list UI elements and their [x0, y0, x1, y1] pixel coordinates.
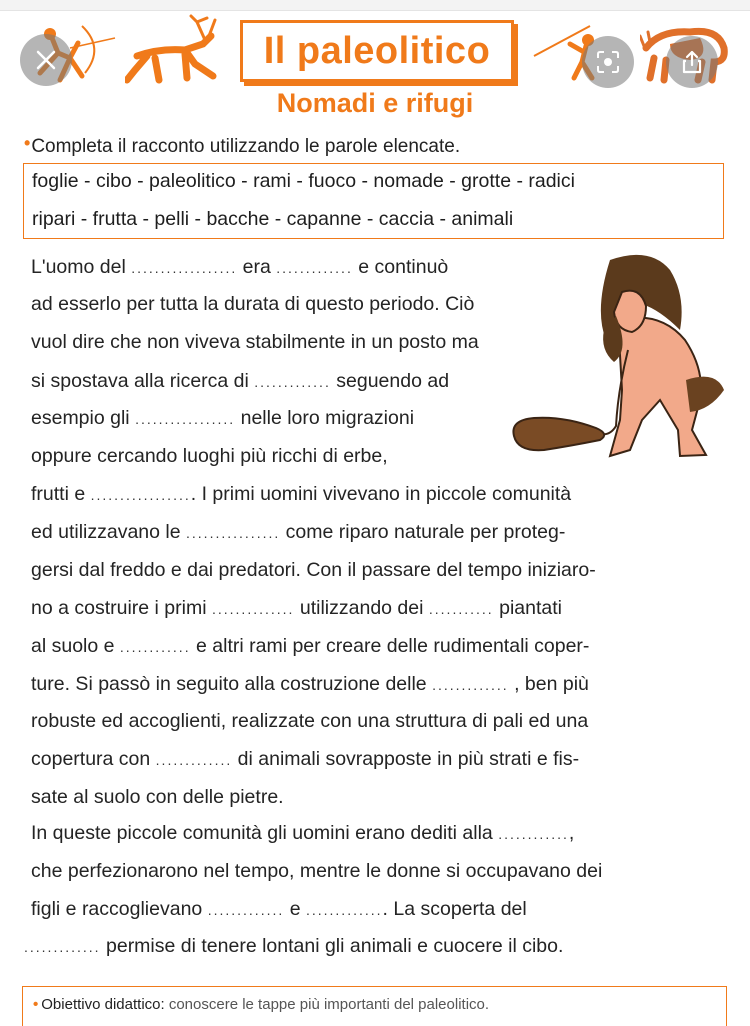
blank-13[interactable]: ............. [207, 902, 285, 918]
share-button[interactable] [666, 36, 718, 88]
blank-11[interactable]: ............. [155, 752, 233, 768]
blank-14[interactable]: ............. [305, 902, 383, 918]
blank-7[interactable]: .............. [211, 601, 295, 617]
blank-2[interactable]: ............. [276, 260, 353, 276]
word-bank-line-2: ripari - frutta - pelli - bacche - capanne - caccia - animali [32, 208, 514, 230]
blank-5[interactable]: ................. [90, 487, 191, 503]
story-line-5: esempio gli ................. nelle loro migrazioni [31, 407, 415, 429]
bullet-icon: • [33, 996, 39, 1013]
blank-3[interactable]: ............. [254, 374, 331, 390]
blank-1[interactable]: .................. [131, 260, 238, 276]
story-line-2: ad esserlo per tutta la durata di questo periodo. Ciò [31, 293, 475, 315]
lens-button[interactable] [582, 36, 634, 88]
story-line-1: L'uomo del .................. era ............. e continuò [31, 256, 449, 278]
objective-text [33, 996, 489, 1013]
bullet-icon: • [24, 133, 31, 153]
blank-12[interactable]: ............ [498, 826, 569, 842]
word-bank-line-1: foglie - cibo - paleolitico - rami - fuoco - nomade - grotte - radici [32, 170, 575, 192]
story-line-18: figli e raccoglievano ............. e .............. La scoperta del [31, 898, 527, 920]
blank-9[interactable]: ............ [119, 639, 191, 655]
blank-4[interactable]: ................. [135, 411, 236, 427]
close-button[interactable] [20, 34, 72, 86]
lens-icon [595, 49, 621, 75]
blank-8[interactable]: ........... [428, 601, 494, 617]
story-line-9: gersi dal freddo e dai predatori. Con il passare del tempo iniziaro- [31, 559, 596, 581]
story-line-14: copertura con ............. di animali sovrapposte in più strati e fis- [31, 748, 580, 770]
story-line-8: ed utilizzavano le ................ come riparo naturale per proteg- [31, 521, 566, 543]
story-line-6: oppure cercando luoghi più ricchi di erbe, [31, 445, 388, 467]
instruction [24, 133, 460, 158]
story-line-16: In queste piccole comunità gli uomini erano dediti alla ............, [31, 822, 575, 844]
objective-body: conoscere le tappe più importanti del paleolitico. [168, 996, 490, 1013]
story-line-7: frutti e .................. I primi uomini vivevano in piccole comunità [31, 483, 572, 505]
caveman-illustration [510, 250, 726, 465]
story-line-11: al suolo e ............ e altri rami per creare delle rudimentali coper- [31, 635, 590, 657]
objective-label: Obiettivo didattico: [41, 996, 165, 1013]
story-line-17: che perfezionarono nel tempo, mentre le donne si occupavano dei [31, 860, 603, 882]
story-line-3: vuol dire che non viveva stabilmente in un posto ma [31, 331, 479, 353]
top-strip [0, 0, 750, 11]
title-box [240, 20, 514, 82]
page-subtitle: Nomadi e rifugi [276, 88, 474, 118]
story-line-10: no a costruire i primi .............. utilizzando dei ........... piantati [31, 597, 562, 619]
blank-10[interactable]: ............. [432, 677, 509, 693]
close-icon [34, 48, 58, 72]
blank-6[interactable]: ................ [186, 525, 281, 541]
word-bank [23, 163, 724, 239]
story-line-12: ture. Si passò in seguito alla costruzione delle ............. , ben più [31, 673, 589, 695]
deer-drawing [125, 14, 220, 84]
objective-box [22, 986, 727, 1026]
story-line-13: robuste ed accoglienti, realizzate con una struttura di pali ed una [31, 710, 589, 732]
page-title: Il paleolitico [263, 29, 491, 72]
story-line-4: si spostava alla ricerca di ............. seguendo ad [31, 370, 450, 392]
story-line-19: ............. permise di tenere lontani gli animali e cuocere il cibo. [24, 935, 564, 957]
story-line-15: sate al suolo con delle pietre. [31, 786, 284, 808]
blank-15[interactable]: ............. [24, 939, 101, 955]
instruction-text: Completa il racconto utilizzando le parole elencate. [31, 136, 461, 157]
share-icon [679, 49, 705, 75]
